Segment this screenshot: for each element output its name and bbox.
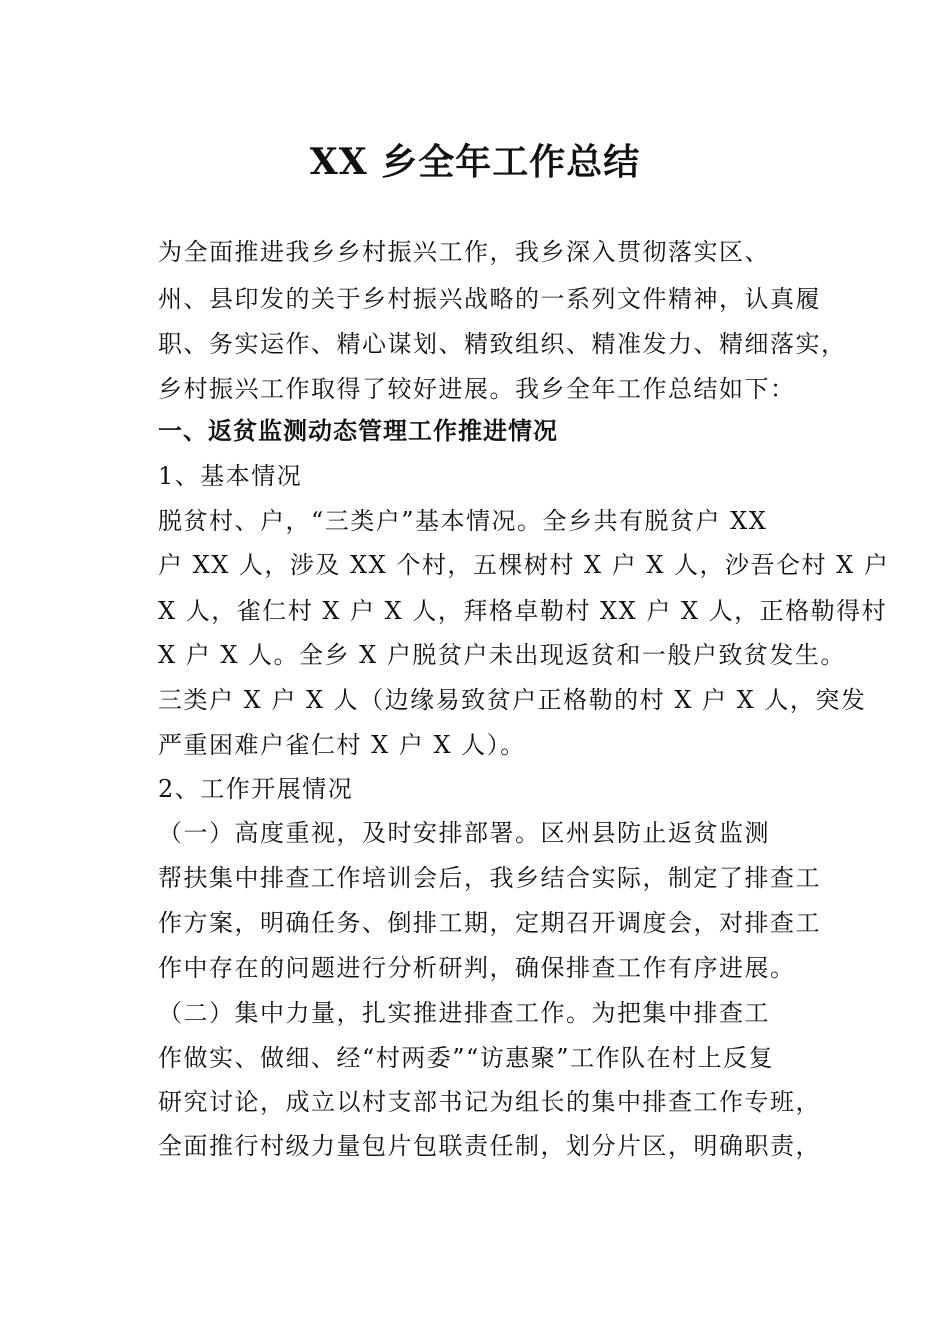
paragraph-line: 作中存在的问题进行分析研判，确保排查工作有序进展。 bbox=[158, 954, 796, 982]
paragraph-line: X 人，雀仁村 X 户 X 人，拜格卓勒村 XX 户 X 人，正格勒得村 bbox=[158, 597, 888, 625]
paragraph-line: 户 XX 人，涉及 XX 个村，五棵树村 X 户 X 人，沙吾仑村 X 户 bbox=[158, 551, 890, 579]
paragraph-line: 作做实、做细、经“村两委”“访惠聚”工作队在村上反复 bbox=[158, 1044, 775, 1072]
subsection-heading: 1、基本情况 bbox=[158, 462, 303, 490]
paragraph-line: 州、县印发的关于乡村振兴战略的一系列文件精神，认真履 bbox=[158, 285, 821, 313]
section-heading: 一、返贫监测动态管理工作推进情况 bbox=[158, 416, 558, 445]
paragraph-line: （一）高度重视，及时安排部署。区州县防止返贫监测 bbox=[158, 819, 770, 847]
paragraph-line: 严重困难户雀仁村 X 户 X 人）。 bbox=[158, 731, 526, 759]
paragraph-line: 作方案，明确任务、倒排工期，定期召开调度会，对排查工 bbox=[158, 909, 821, 937]
paragraph-line: 为全面推进我乡乡村振兴工作，我乡深入贯彻落实区、 bbox=[158, 238, 770, 266]
paragraph-line: X 户 X 人。全乡 X 户脱贫户未出现返贫和一般户致贫发生。 bbox=[158, 641, 846, 669]
paragraph-line: 帮扶集中排查工作培训会后，我乡结合实际，制定了排查工 bbox=[158, 864, 821, 892]
paragraph-line: 研究讨论，成立以村支部书记为组长的集中排查工作专班， bbox=[158, 1088, 821, 1116]
paragraph-line: 职、务实运作、精心谋划、精致组织、精准发力、精细落实， bbox=[158, 330, 847, 358]
document-title: XX 乡全年工作总结 bbox=[309, 141, 641, 183]
subsection-heading: 2、工作开展情况 bbox=[158, 775, 354, 803]
paragraph-line: 乡村振兴工作取得了较好进展。我乡全年工作总结如下： bbox=[158, 375, 796, 403]
paragraph-line: （二）集中力量，扎实推进排查工作。为把集中排查工 bbox=[158, 999, 770, 1027]
paragraph-line: 全面推行村级力量包片包联责任制，划分片区，明确职责， bbox=[158, 1132, 821, 1160]
paragraph-line: 脱贫村、户，“三类户”基本情况。全乡共有脱贫户 XX bbox=[158, 507, 768, 535]
paragraph-line: 三类户 X 户 X 人（边缘易致贫户正格勒的村 X 户 X 人，突发 bbox=[158, 686, 867, 714]
